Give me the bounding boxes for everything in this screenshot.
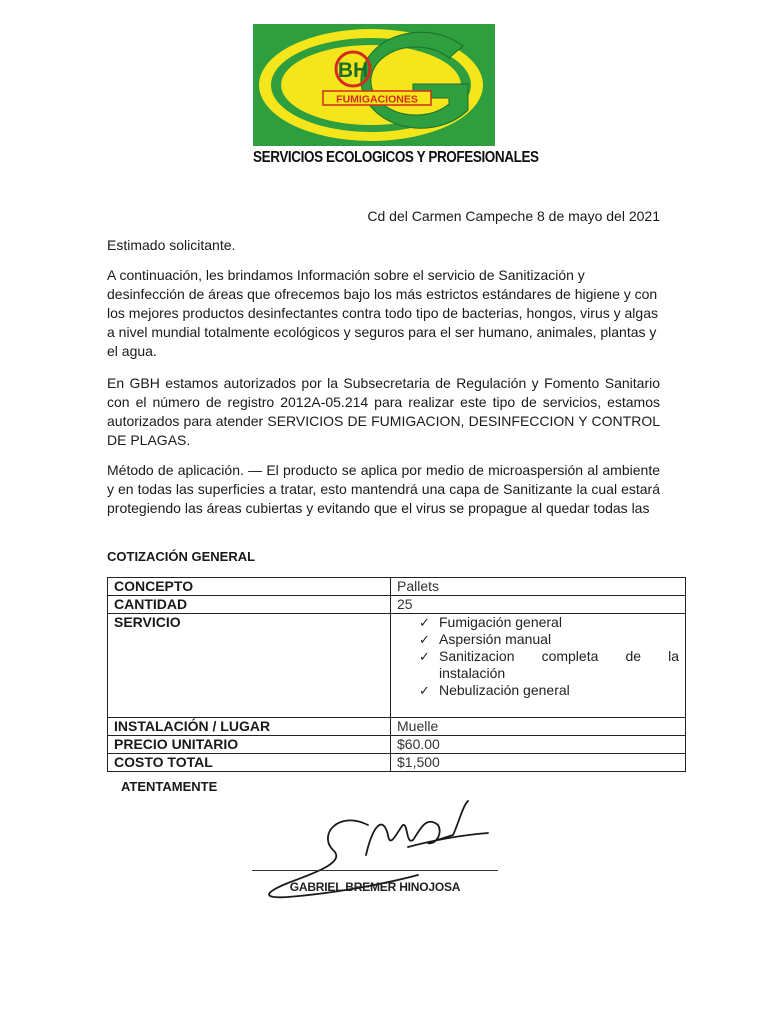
service-item-label: Nebulización general <box>439 682 570 698</box>
row-label: INSTALACIÓN / LUGAR <box>108 718 391 736</box>
quote-section-title: COTIZACIÓN GENERAL <box>107 549 256 564</box>
letter-date: Cd del Carmen Campeche 8 de mayo del 2021 <box>367 208 660 224</box>
logo-brand-text: BH <box>337 59 369 82</box>
row-label: CANTIDAD <box>108 596 391 614</box>
row-value: 25 <box>391 596 686 614</box>
service-item-label: Aspersión manual <box>439 631 552 647</box>
letter-greeting: Estimado solicitante. <box>107 237 236 253</box>
logo-emblem <box>253 24 495 146</box>
table-row <box>108 578 686 596</box>
checkmark-icon: ✓ <box>419 615 430 630</box>
row-label: CONCEPTO <box>108 578 391 596</box>
list-item <box>419 682 679 699</box>
row-value: Muelle <box>391 718 686 736</box>
signature-line <box>252 870 498 871</box>
company-logo <box>253 24 539 169</box>
checkmark-icon: ✓ <box>419 649 430 664</box>
service-list <box>397 614 679 699</box>
table-row <box>108 754 686 772</box>
checkmark-icon: ✓ <box>419 632 430 647</box>
row-label: COSTO TOTAL <box>108 754 391 772</box>
row-value: $1,500 <box>391 754 686 772</box>
row-value: Pallets <box>391 578 686 596</box>
letter-paragraph: En GBH estamos autorizados por la Subsecretaria de Regulación y Fomento Sanitario con el número de registro 2012A-05.214 para realizar este tipo de servicios, estamos autorizados para atender SERVICIOS DE FUMIGACION, DESINFECCION Y CONTROL DE PLAGAS. <box>107 375 660 448</box>
quote-table <box>107 577 686 772</box>
service-list-cell <box>391 614 686 718</box>
row-label: PRECIO UNITARIO <box>108 736 391 754</box>
signatory-name: GABRIEL BREMER HINOJOSA <box>289 880 461 894</box>
list-item <box>419 648 679 682</box>
table-row <box>108 614 686 718</box>
table-row <box>108 718 686 736</box>
table-row <box>108 736 686 754</box>
list-item <box>419 614 679 631</box>
letter-paragraph: Método de aplicación. — El producto se aplica por medio de microaspersión al ambiente y en todas las superficies a tratar, esto mantendrá una capa de Sanitizante la cual estará protegiendo las áreas cubiertas y evitando que el virus se propague al quedar todas las <box>107 462 660 516</box>
closing-text: ATENTAMENTE <box>121 779 218 794</box>
list-item <box>419 631 679 648</box>
letter-paragraph: A continuación, les brindamos Información sobre el servicio de Sanitización y desinfección de áreas que ofrecemos bajo los más estrictos estándares de higiene y con los mejores productos desinfectantes contra todo tipo de bacterias, hongos, virus y algas a nivel mundial totalmente ecológicos y seguros para el ser humano, animales, plantas y el agua. <box>107 267 658 359</box>
table-row <box>108 596 686 614</box>
service-item-label: Fumigación general <box>439 614 562 630</box>
row-label: SERVICIO <box>108 614 391 718</box>
logo-banner-text: FUMIGACIONES <box>336 93 418 106</box>
logo-caption: SERVICIOS ECOLOGICOS Y PROFESIONALES <box>253 148 539 166</box>
checkmark-icon: ✓ <box>419 683 430 698</box>
service-item-label: Sanitizacion completa de la instalación <box>439 648 679 681</box>
row-value: $60.00 <box>391 736 686 754</box>
